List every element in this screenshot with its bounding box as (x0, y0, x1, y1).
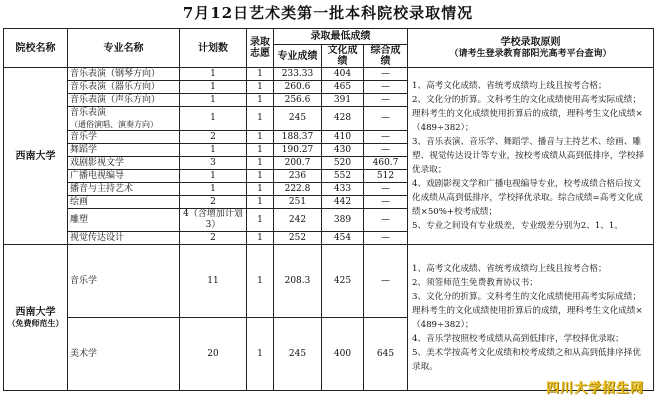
major-cell (68, 209, 180, 232)
rule-line: 1、高考文化成绩、省统考成绩均上线且按考合格； (412, 263, 607, 274)
intent-cell: 1 (247, 68, 274, 81)
rule-line: 2、须签师范生免费教育协议书； (412, 277, 538, 288)
major-name: 音乐表演（声乐方向） (70, 94, 161, 105)
combined-score-cell: — (364, 94, 408, 107)
plan-cell: 2 (180, 131, 247, 144)
culture-score-cell: 410 (322, 131, 364, 144)
header-combined-score: 综合成绩 (364, 45, 408, 68)
major-name: 音乐表演（钢琴方向） (70, 68, 161, 79)
major-cell (68, 144, 180, 157)
major-name: 音乐表演（器乐方向） (70, 81, 161, 92)
combined-score-cell: — (364, 144, 408, 157)
header-plan: 计划数 (180, 29, 247, 68)
combined-score-cell: 512 (364, 170, 408, 183)
header-rules (408, 29, 654, 68)
intent-cell: 1 (247, 170, 274, 183)
culture-score-cell: 552 (322, 170, 364, 183)
major-cell (68, 131, 180, 144)
table-row (4, 68, 654, 81)
intent-cell: 1 (247, 131, 274, 144)
major-score-cell: 242 (274, 209, 322, 232)
major-score-cell: 245 (274, 318, 322, 391)
combined-score-cell: 645 (364, 318, 408, 391)
major-score-cell: 222.8 (274, 183, 322, 196)
intent-cell: 1 (247, 318, 274, 391)
major-score-cell: 256.6 (274, 94, 322, 107)
major-name: 音乐学 (70, 275, 98, 286)
major-cell (68, 196, 180, 209)
table-body (4, 68, 654, 391)
school-name-cell (4, 68, 68, 245)
major-score-cell: 188.37 (274, 131, 322, 144)
culture-score-cell: 389 (322, 209, 364, 232)
major-cell (68, 81, 180, 94)
major-name: 绘画 (70, 196, 89, 207)
culture-score-cell: 433 (322, 183, 364, 196)
intent-cell: 1 (247, 232, 274, 245)
culture-score-cell: 465 (322, 81, 364, 94)
rule-line: 1、高考文化成绩、省统考成绩均上线且按考合格； (412, 81, 607, 91)
rule-line: 3、音乐表演、音乐学、舞蹈学、播音与主持艺术、绘画、雕塑、视觉传达设计等专业，按校考成绩从高到低排序，学校择优录取； (412, 137, 645, 175)
combined-score-cell: — (364, 183, 408, 196)
major-name: 视觉传达设计 (70, 232, 125, 243)
intent-cell: 1 (247, 157, 274, 170)
major-cell (68, 318, 180, 391)
table-row (4, 245, 654, 318)
rule-line: 5、专业之间设有专业级差，专业级差分别为2、1、1。 (412, 221, 623, 231)
plan-cell: 1 (180, 81, 247, 94)
culture-score-cell: 400 (322, 318, 364, 391)
major-cell (68, 94, 180, 107)
header-major-score: 专业成绩 (274, 45, 322, 68)
culture-score-cell: 428 (322, 107, 364, 131)
major-cell (68, 157, 180, 170)
plan-cell: 1 (180, 68, 247, 81)
school-name: 西南大学 (15, 150, 56, 162)
intent-cell: 1 (247, 94, 274, 107)
major-note: （通俗演唱、演奏方向） (70, 119, 158, 129)
header-school: 院校名称 (4, 29, 68, 68)
culture-score-cell: 454 (322, 232, 364, 245)
header-culture-score: 文化成绩 (322, 45, 364, 68)
major-cell (68, 232, 180, 245)
major-cell (68, 170, 180, 183)
page-title: 7月12日艺术类第一批本科院校录取情况 (182, 4, 474, 22)
major-cell (68, 245, 180, 318)
intent-cell: 1 (247, 81, 274, 94)
intent-cell: 1 (247, 209, 274, 232)
rules-cell (408, 245, 654, 391)
culture-score-cell: 404 (322, 68, 364, 81)
combined-score-cell: — (364, 209, 408, 232)
intent-cell: 1 (247, 196, 274, 209)
intent-cell: 1 (247, 245, 274, 318)
plan-cell: 4（含增加计划3） (180, 209, 247, 232)
plan-cell: 1 (180, 183, 247, 196)
culture-score-cell: 430 (322, 144, 364, 157)
intent-cell: 1 (247, 144, 274, 157)
school-name-cell (4, 245, 68, 391)
major-score-cell: 260.6 (274, 81, 322, 94)
combined-score-cell: — (364, 131, 408, 144)
major-score-cell: 190.27 (274, 144, 322, 157)
rule-line: 4、音乐学按照校考成绩从高到低排序，学校择优录取； (412, 333, 624, 344)
plan-cell: 11 (180, 245, 247, 318)
major-score-cell: 245 (274, 107, 322, 131)
major-name: 美术学 (70, 348, 98, 359)
school-name: 西南大学 (15, 306, 56, 318)
major-name: 雕塑 (70, 214, 89, 225)
major-name: 播音与主持艺术 (70, 183, 134, 194)
plan-cell: 1 (180, 144, 247, 157)
rules-subtitle: （请考生登录教育部阳光高考平台查询） (449, 48, 612, 59)
plan-cell: 2 (180, 196, 247, 209)
rule-line: 5、美术学按高考文化成绩和校考成绩之和从高到低排序择优录取。 (412, 347, 641, 372)
plan-cell: 1 (180, 94, 247, 107)
rule-line: 3、文化分的折算。文科考生的文化成绩使用高考实际成绩；理科考生的文化成绩使用折算后的成绩，理科考生文化成绩×（489÷382）； (412, 291, 643, 330)
combined-score-cell: — (364, 196, 408, 209)
major-score-cell: 251 (274, 196, 322, 209)
major-cell (68, 107, 180, 131)
combined-score-cell: — (364, 68, 408, 81)
intent-cell: 1 (247, 183, 274, 196)
combined-score-cell: — (364, 81, 408, 94)
rules-title: 学校录取原则 (500, 36, 561, 48)
plan-cell: 3 (180, 157, 247, 170)
combined-score-cell: — (364, 232, 408, 245)
admission-table (3, 28, 654, 391)
plan-cell: 1 (180, 107, 247, 131)
major-name: 广播电视编导 (70, 170, 125, 181)
school-note: （免费师范生） (7, 317, 64, 328)
major-score-cell: 236 (274, 170, 322, 183)
intent-cell: 1 (247, 107, 274, 131)
culture-score-cell: 425 (322, 245, 364, 318)
plan-cell: 1 (180, 170, 247, 183)
rules-cell (408, 68, 654, 245)
header-major: 专业名称 (68, 29, 180, 68)
plan-cell: 20 (180, 318, 247, 391)
major-cell (68, 183, 180, 196)
major-score-cell: 208.3 (274, 245, 322, 318)
major-name: 戏剧影视文学 (70, 157, 125, 168)
major-score-cell: 233.33 (274, 68, 322, 81)
watermark-logo: 四川大学招生网 (545, 381, 644, 396)
rule-line: 2、文化分的折算。文科考生的文化成绩使用高考实际成绩；理科考生的文化成绩使用折算后的成绩，理科考生文化成绩×（489÷382）； (412, 95, 643, 133)
header-min-score: 录取最低成绩 (274, 29, 408, 45)
culture-score-cell: 391 (322, 94, 364, 107)
combined-score-cell: 460.7 (364, 157, 408, 170)
major-name: 音乐表演 (70, 107, 107, 118)
major-score-cell: 252 (274, 232, 322, 245)
major-name: 舞蹈学 (70, 144, 98, 155)
plan-cell: 2 (180, 232, 247, 245)
major-name: 音乐学 (70, 131, 98, 142)
culture-score-cell: 442 (322, 196, 364, 209)
combined-score-cell: — (364, 107, 408, 131)
rule-line: 4、戏剧影视文学和广播电视编导专业，校考成绩合格后按文化成绩从高到低排序，学校择优录取。综合成绩=高考文化成绩×50%+校考成绩； (412, 179, 643, 217)
combined-score-cell: — (364, 245, 408, 318)
culture-score-cell: 520 (322, 157, 364, 170)
major-cell (68, 68, 180, 81)
major-score-cell: 200.7 (274, 157, 322, 170)
header-intent: 录取志愿 (247, 29, 274, 68)
